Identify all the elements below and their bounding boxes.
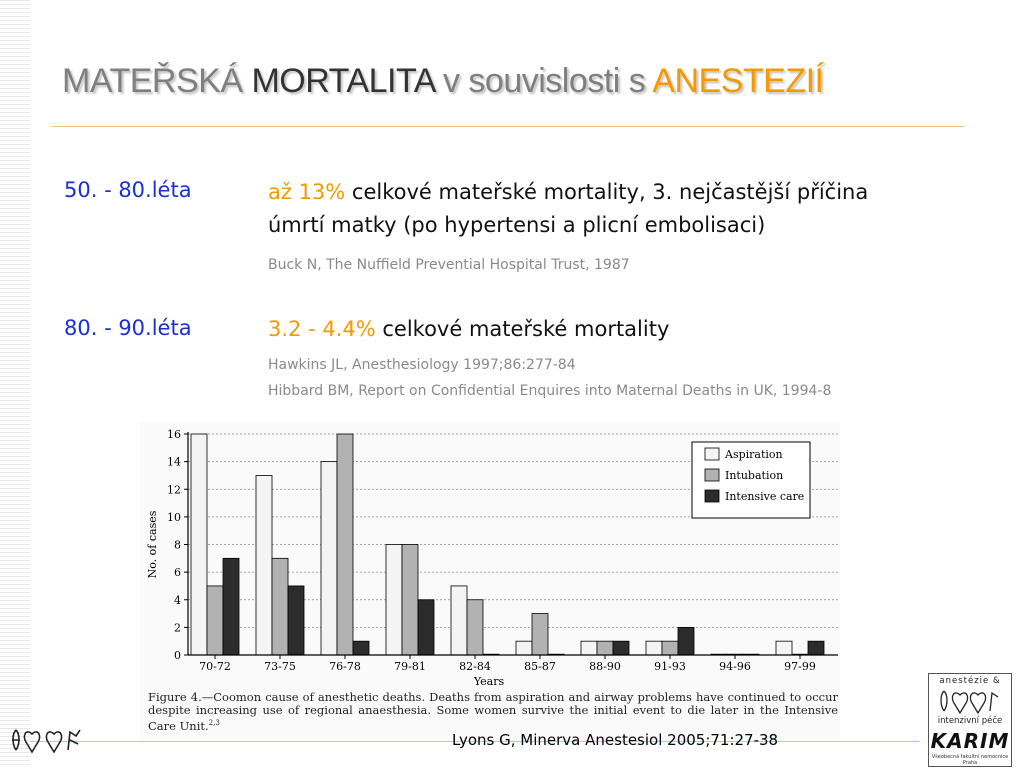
title-divider <box>52 126 964 127</box>
reference-hawkins: Hawkins JL, Anesthesiology 1997;86:277-84 <box>268 357 576 373</box>
bar-intubation <box>532 614 548 655</box>
x-tick-label: 97-99 <box>784 660 816 673</box>
x-tick-label: 76-78 <box>329 660 361 673</box>
figure-caption <box>148 691 838 733</box>
x-tick-label: 94-96 <box>719 660 751 673</box>
title-part-4: ANESTEZIÍ <box>652 62 824 100</box>
row-1-text-2: úmrtí matky (po hypertensi a plicní embolisaci) <box>268 213 766 237</box>
y-tick-label: 6 <box>174 566 181 580</box>
x-tick-label: 70-72 <box>199 660 231 673</box>
x-tick-label: 82-84 <box>459 660 491 673</box>
y-tick-label: 2 <box>174 621 181 635</box>
page-title <box>62 62 823 101</box>
bar-intubation <box>402 545 418 656</box>
bar-aspiration <box>191 434 207 655</box>
legend-label: Aspiration <box>725 448 783 461</box>
y-tick-label: 16 <box>167 428 181 441</box>
y-tick-label: 12 <box>167 483 181 497</box>
y-tick-label: 10 <box>167 510 181 524</box>
bar-aspiration <box>776 641 792 655</box>
x-axis-label: Years <box>473 675 505 688</box>
y-tick-label: 8 <box>174 538 181 552</box>
figure-caption-superscript: 2,3 <box>208 719 220 727</box>
x-tick-label: 88-90 <box>589 660 621 673</box>
bar-chart <box>140 422 840 690</box>
row-1-text-1: celkové mateřské mortality, 3. nejčastější příčina <box>345 180 869 204</box>
logo-line-2: intenzivní péče <box>937 716 1003 726</box>
legend-swatch <box>705 448 719 460</box>
row-1-description <box>268 176 998 242</box>
legend-label: Intubation <box>725 469 784 482</box>
legend-swatch <box>705 469 719 481</box>
row-1-highlight: až 13% <box>268 180 346 204</box>
bar-intubation <box>467 600 483 655</box>
title-part-1: MATEŘSKÁ <box>62 62 243 100</box>
decorative-left-strip <box>0 0 30 768</box>
bar-aspiration <box>386 545 402 656</box>
reference-hibbard: Hibbard BM, Report on Confidential Enquires into Maternal Deaths in UK, 1994-8 <box>268 383 832 399</box>
period-label-1: 50. - 80.léta <box>64 178 192 202</box>
y-tick-label: 0 <box>174 649 181 662</box>
logo-line-3: Všeobecná fakultní nemocnice Praha <box>931 754 1009 766</box>
bar-intubation <box>662 641 678 655</box>
logo-name: KARIM <box>930 729 1010 753</box>
bar-aspiration <box>256 475 272 655</box>
x-tick-label: 73-75 <box>264 660 296 673</box>
x-tick-label: 85-87 <box>524 660 556 673</box>
bar-aspiration <box>646 641 662 655</box>
bar-intubation <box>272 558 288 655</box>
bar-intensive-care <box>808 641 824 655</box>
reference-buck: Buck N, The Nuffield Prevential Hospital Trust, 1987 <box>268 257 630 273</box>
y-axis-label: No. of cases <box>146 510 159 579</box>
legend-label: Intensive care <box>725 490 805 503</box>
bar-intubation <box>597 641 613 655</box>
logo-hearts-icon <box>938 689 1002 715</box>
karim-logo <box>928 673 1012 767</box>
bar-intensive-care <box>288 586 304 655</box>
bar-intensive-care <box>223 558 239 655</box>
hearts-logo-icon <box>10 726 84 756</box>
source-citation: Lyons G, Minerva Anestesiol 2005;71:27-38 <box>452 731 779 749</box>
figure-panel <box>140 422 840 742</box>
bar-intensive-care <box>353 641 369 655</box>
bar-aspiration <box>516 641 532 655</box>
bar-aspiration <box>321 462 337 655</box>
bar-intubation <box>207 586 223 655</box>
figure-caption-text: Figure 4.—Coomon cause of anesthetic deaths. Deaths from aspiration and airway problems have continued to occur despite increasing use of regional anaesthesia. Some women survive the initial event to die later in the Intensive Care Unit. <box>148 690 838 733</box>
y-tick-label: 14 <box>167 455 181 469</box>
bar-intensive-care <box>678 627 694 655</box>
bar-aspiration <box>581 641 597 655</box>
title-part-2: MORTALITA <box>251 62 435 100</box>
x-tick-label: 91-93 <box>654 660 686 673</box>
row-2-text-1: celkové mateřské mortality <box>375 317 670 341</box>
row-2-description <box>268 313 998 346</box>
bar-intensive-care <box>418 600 434 655</box>
row-2-highlight: 3.2 - 4.4% <box>268 317 376 341</box>
x-tick-label: 79-81 <box>394 660 426 673</box>
period-label-2: 80. - 90.léta <box>64 316 192 340</box>
title-part-3: v souvislosti s <box>442 62 646 100</box>
bar-aspiration <box>451 586 467 655</box>
y-tick-label: 4 <box>174 593 181 607</box>
logo-line-1: anestézie & <box>939 676 1001 686</box>
bar-intubation <box>337 434 353 655</box>
bar-intensive-care <box>613 641 629 655</box>
legend-swatch <box>705 490 719 502</box>
